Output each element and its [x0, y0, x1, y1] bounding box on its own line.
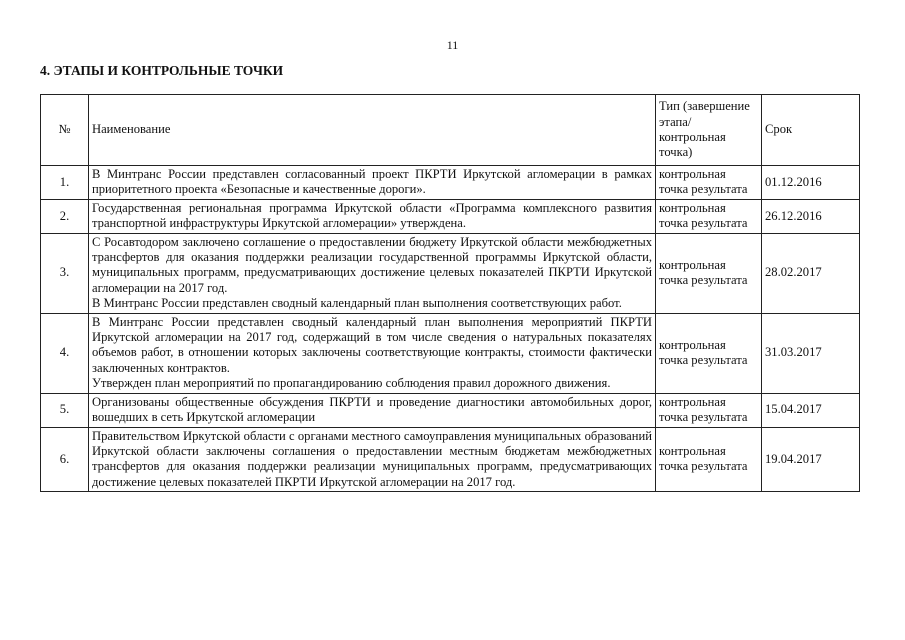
- row-name: Правительством Иркутской области с органами местного самоуправления муниципальных образований Иркутской области заключены соглашения о предоставлении местным бюджетам межбюджетных трансфертов для оказания поддержки реализации муниципальных программ, предусматривающих достижение целевых показателей ПКРТИ Иркутской агломерации на 2017 год.: [89, 427, 656, 492]
- row-type: контрольная точка результата: [656, 393, 762, 427]
- row-date: 15.04.2017: [762, 393, 860, 427]
- header-date: Срок: [762, 95, 860, 166]
- row-name: Государственная региональная программа Иркутской области «Программа комплексного развития транспортной инфраструктуры Иркутской агломерации» утверждена.: [89, 199, 656, 233]
- row-type: контрольная точка результата: [656, 199, 762, 233]
- row-name-cell: [89, 313, 656, 393]
- table-row: [41, 199, 860, 233]
- row-date: 31.03.2017: [762, 313, 860, 393]
- header-name: Наименование: [89, 95, 656, 166]
- row-name: С Росавтодором заключено соглашение о предоставлении бюджету Иркутской области межбюджетных трансфертов для оказания поддержки реализации государственной программы Иркутской области, муниципальных программ, предусматривающих достижение целевых показателей ПКРТИ Иркутской агломерации на 2017 год.: [92, 234, 652, 295]
- row-name: Организованы общественные обсуждения ПКРТИ и проведение диагностики автомобильных дорог, вошедших в сеть Иркутской агломерации: [89, 393, 656, 427]
- table-row: [41, 313, 860, 393]
- header-type: Тип (завершение этапа/контрольная точка): [656, 95, 762, 166]
- row-name-second-paragraph: Утвержден план мероприятий по пропагандированию соблюдения правил дорожного движения.: [92, 376, 611, 391]
- row-date: 01.12.2016: [762, 166, 860, 200]
- section-title: 4. ЭТАПЫ И КОНТРОЛЬНЫЕ ТОЧКИ: [40, 63, 284, 78]
- table-header-row: [41, 95, 860, 166]
- row-date: 19.04.2017: [762, 427, 860, 492]
- row-num: 1.: [41, 166, 89, 200]
- table-row: [41, 427, 860, 492]
- row-type: контрольная точка результата: [656, 233, 762, 313]
- row-type: контрольная точка результата: [656, 427, 762, 492]
- row-num: 2.: [41, 199, 89, 233]
- row-num: 6.: [41, 427, 89, 492]
- row-type: контрольная точка результата: [656, 313, 762, 393]
- row-name: В Минтранс России представлен согласованный проект ПКРТИ Иркутской агломерации в рамках приоритетного проекта «Безопасные и качественные дороги».: [89, 166, 656, 200]
- row-name-second-paragraph: В Минтранс России представлен сводный календарный план выполнения соответствующих работ.: [92, 296, 622, 311]
- row-type: контрольная точка результата: [656, 166, 762, 200]
- row-name: В Минтранс России представлен сводный календарный план выполнения мероприятий ПКРТИ Иркутской агломерации на 2017 год, содержащий в том числе сведения о натуральных показателях объемов работ, в отношении которых заключены соответствующие контракты, стоимости фактически заключенных контрактов.: [92, 314, 652, 375]
- table-row: [41, 166, 860, 200]
- row-num: 4.: [41, 313, 89, 393]
- row-date: 28.02.2017: [762, 233, 860, 313]
- row-date: 26.12.2016: [762, 199, 860, 233]
- row-name-cell: [89, 233, 656, 313]
- header-num: №: [41, 95, 89, 166]
- stages-table: [40, 94, 860, 492]
- row-num: 3.: [41, 233, 89, 313]
- table-row: [41, 233, 860, 313]
- row-num: 5.: [41, 393, 89, 427]
- table-row: [41, 393, 860, 427]
- page-number: 11: [446, 38, 459, 52]
